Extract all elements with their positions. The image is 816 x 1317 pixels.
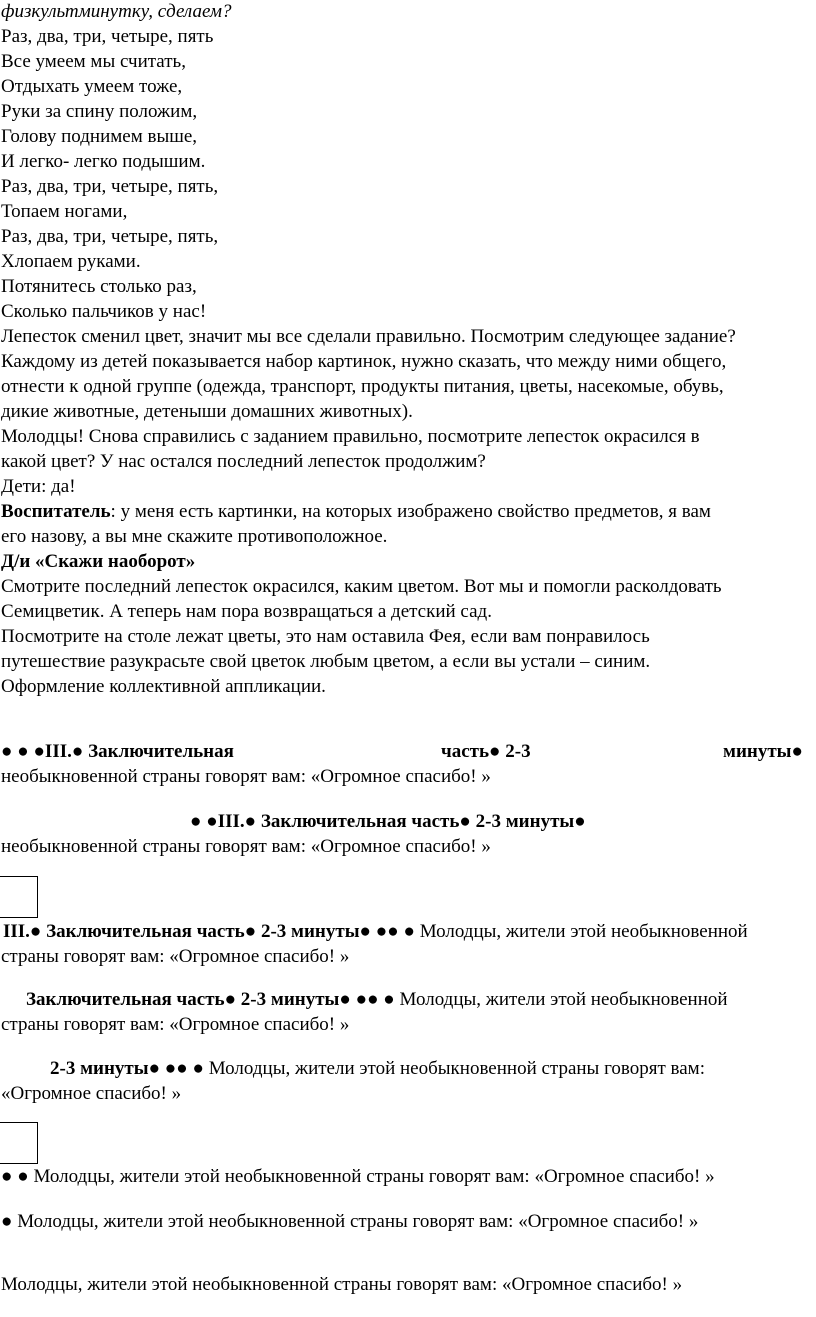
paragraph-line: дикие животные, детеныши домашних животных). (1, 401, 413, 422)
poem-line: Руки за спину положим, (1, 101, 198, 122)
fragment-line: страны говорят вам: «Огромное спасибо! » (1, 946, 350, 967)
poem-line: Отдыхать умеем тоже, (1, 76, 183, 97)
fragment-heading: Заключительная часть● 2-3 минуты● ●● ● (26, 989, 395, 1010)
fragment-line: ● ● Молодцы, жители этой необыкновенной страны говорят вам: «Огромное спасибо! » (1, 1166, 715, 1187)
fragment-line: Молодцы, жители этой необыкновенной страны говорят вам: «Огромное спасибо! » (1, 1274, 683, 1295)
paragraph-line: отнести к одной группе (одежда, транспорт, продукты питания, цветы, насекомые, обувь, (1, 376, 724, 397)
paragraph-line: путешествие разукрасьте свой цветок любым цветом, а если вы устали – синим. (1, 651, 651, 672)
heading-part: ● ● ●III.● Заключительная (1, 741, 234, 762)
paragraph-line: его назову, а вы мне скажите противоположное. (1, 526, 388, 547)
fragment-heading: 2-3 минуты● ●● ● (50, 1058, 204, 1079)
speaker-text: : у меня есть картинки, на которых изображено свойство предметов, я вам (110, 501, 711, 522)
fragment-line: ● Молодцы, жители этой необыкновенной страны говорят вам: «Огромное спасибо! » (1, 1211, 699, 1232)
fragment-text: Молодцы, жители этой необыкновенной страны говорят вам: (204, 1058, 705, 1079)
poem-line: И легко- легко подышим. (1, 151, 206, 172)
paragraph-line (1, 500, 711, 524)
fragment-line (3, 920, 748, 944)
fragment-line: «Огромное спасибо! » (1, 1083, 182, 1104)
poem-line: Топаем ногами, (1, 201, 128, 222)
intro-line: физкультминутку, сделаем? (1, 1, 232, 22)
fragment-line: страны говорят вам: «Огромное спасибо! » (1, 1014, 350, 1035)
fragment-text: Молодцы, жители этой необыкновенной (394, 989, 728, 1010)
poem-line: Раз, два, три, четыре, пять, (1, 226, 219, 247)
fragment-line (50, 1057, 705, 1081)
poem-line: Потянитесь столько раз, (1, 276, 197, 297)
paragraph-line: Посмотрите на столе лежат цветы, это нам оставила Фея, если вам понравилось (1, 626, 650, 647)
heading-part: часть● 2-3 (441, 741, 531, 762)
game-title: Д/и «Скажи наоборот» (1, 551, 196, 572)
poem-line: Раз, два, три, четыре, пять, (1, 176, 219, 197)
poem-line: Хлопаем руками. (1, 251, 141, 272)
paragraph-line: Семицветик. А теперь нам пора возвращаться а детский сад. (1, 601, 492, 622)
fragment-line: необыкновенной страны говорят вам: «Огромное спасибо! » (1, 766, 491, 787)
fragment-text: Молодцы, жители этой необыкновенной (414, 921, 748, 942)
poem-line: Раз, два, три, четыре, пять (1, 26, 214, 47)
paragraph-line: Оформление коллективной аппликации. (1, 676, 326, 697)
poem-line: Все умеем мы считать, (1, 51, 186, 72)
paragraph-line: Смотрите последний лепесток окрасился, каким цветом. Вот мы и помогли расколдовать (1, 576, 722, 597)
speaker-label: Воспитатель (1, 501, 111, 522)
paragraph-line: Молодцы! Снова справились с заданием правильно, посмотрите лепесток окрасился в (1, 426, 700, 447)
poem-line: Голову поднимем выше, (1, 126, 198, 147)
paragraph-line: Каждому из детей показывается набор картинок, нужно сказать, что между ними общего, (1, 351, 727, 372)
heading-part: минуты● (723, 741, 803, 762)
empty-frame (0, 876, 38, 918)
poem-line: Сколько пальчиков у нас! (1, 301, 207, 322)
paragraph-line: какой цвет? У нас остался последний лепесток продолжим? (1, 451, 486, 472)
fragment-heading: III.● Заключительная часть● 2-3 минуты● ●● ● (3, 921, 415, 942)
section-heading-centered: ● ●III.● Заключительная часть● 2-3 минуты● (190, 811, 586, 832)
fragment-line (26, 988, 728, 1012)
fragment-line: необыкновенной страны говорят вам: «Огромное спасибо! » (1, 836, 491, 857)
paragraph-line: Лепесток сменил цвет, значит мы все сделали правильно. Посмотрим следующее задание? (1, 326, 736, 347)
empty-frame (0, 1122, 38, 1164)
paragraph-line: Дети: да! (1, 476, 76, 497)
